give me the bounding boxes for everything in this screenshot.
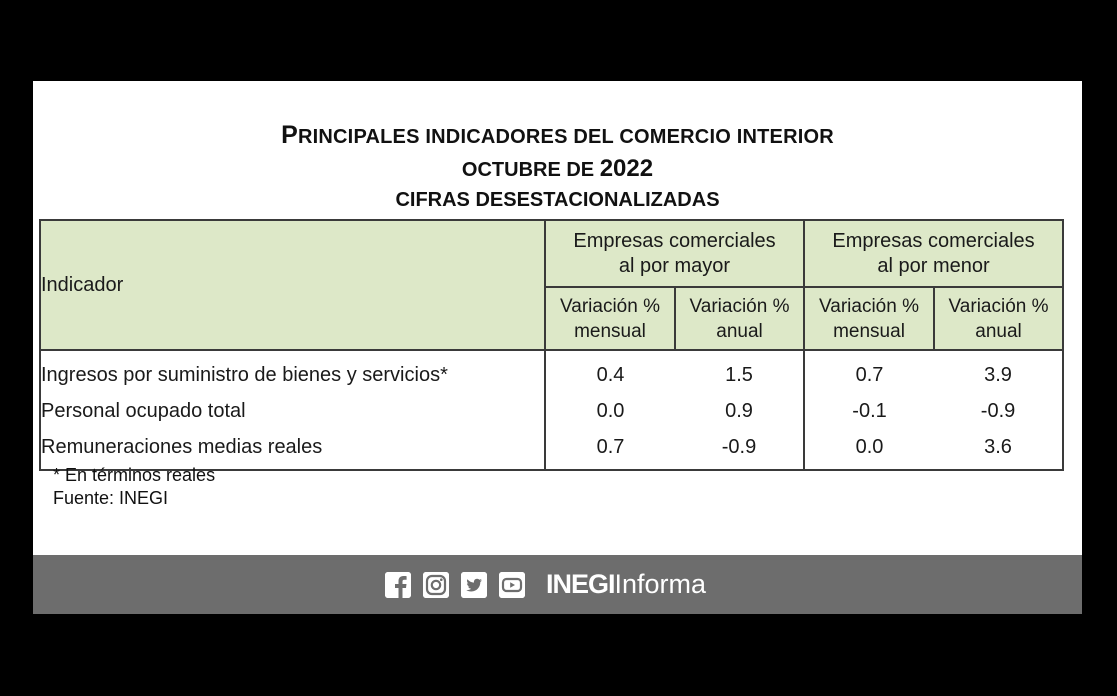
footnote: * En términos reales — [53, 465, 216, 485]
youtube-icon[interactable] — [499, 572, 525, 598]
twitter-icon[interactable] — [461, 572, 487, 598]
subheader-mayor-mensual: Variación % mensual — [545, 287, 675, 350]
cell-value: 3.6 — [934, 429, 1063, 470]
cell-value: -0.1 — [852, 399, 887, 422]
cell-value: -0.9 — [934, 393, 1063, 429]
cell-value: 0.7 — [545, 429, 675, 470]
cell-value: 1.5 — [675, 350, 804, 393]
subheader-menor-mensual: Variación % mensual — [804, 287, 934, 350]
subheader-mayor-anual: Variación % anual — [675, 287, 804, 350]
instagram-icon[interactable] — [423, 572, 449, 598]
cell-value: 0.7 — [855, 363, 884, 386]
social-icons — [385, 572, 525, 598]
title-line-2: OCTUBRE DE 2022 — [461, 155, 654, 182]
title-line-3: CIFRAS DESESTACIONALIZADAS — [395, 189, 720, 211]
cell-value: 0.0 — [804, 429, 934, 470]
group-header-menor: Empresas comerciales al por menor — [804, 220, 1063, 287]
cell-value: 3.9 — [934, 350, 1063, 393]
footer-bar — [33, 555, 1082, 614]
cell-value: 0.9 — [675, 393, 804, 429]
row-label: Personal ocupado total — [40, 393, 545, 429]
infographic-card — [33, 81, 1082, 614]
indicator-header: Indicador — [40, 220, 545, 350]
subheader-menor-anual: Variación % anual — [934, 287, 1063, 350]
facebook-icon[interactable] — [385, 572, 411, 598]
cell-value: 0.4 — [596, 363, 625, 386]
source-note: Fuente: INEGI — [53, 488, 169, 508]
row-label: Ingresos por suministro de bienes y servicios* — [40, 350, 545, 393]
cell-value: -0.9 — [675, 429, 804, 470]
title-line-1: PRINCIPALES INDICADORES DEL COMERCIO INTERIOR — [281, 121, 834, 149]
table-row — [40, 350, 1063, 393]
indicators-table — [39, 219, 1064, 471]
inegi-informa-logo: INEGIInforma — [546, 569, 707, 599]
group-header-mayor: Empresas comerciales al por mayor — [545, 220, 804, 287]
table-row — [40, 393, 1063, 429]
cell-value: 0.0 — [596, 399, 625, 422]
row-label: Remuneraciones medias reales — [40, 429, 545, 470]
table-notes — [53, 464, 215, 510]
